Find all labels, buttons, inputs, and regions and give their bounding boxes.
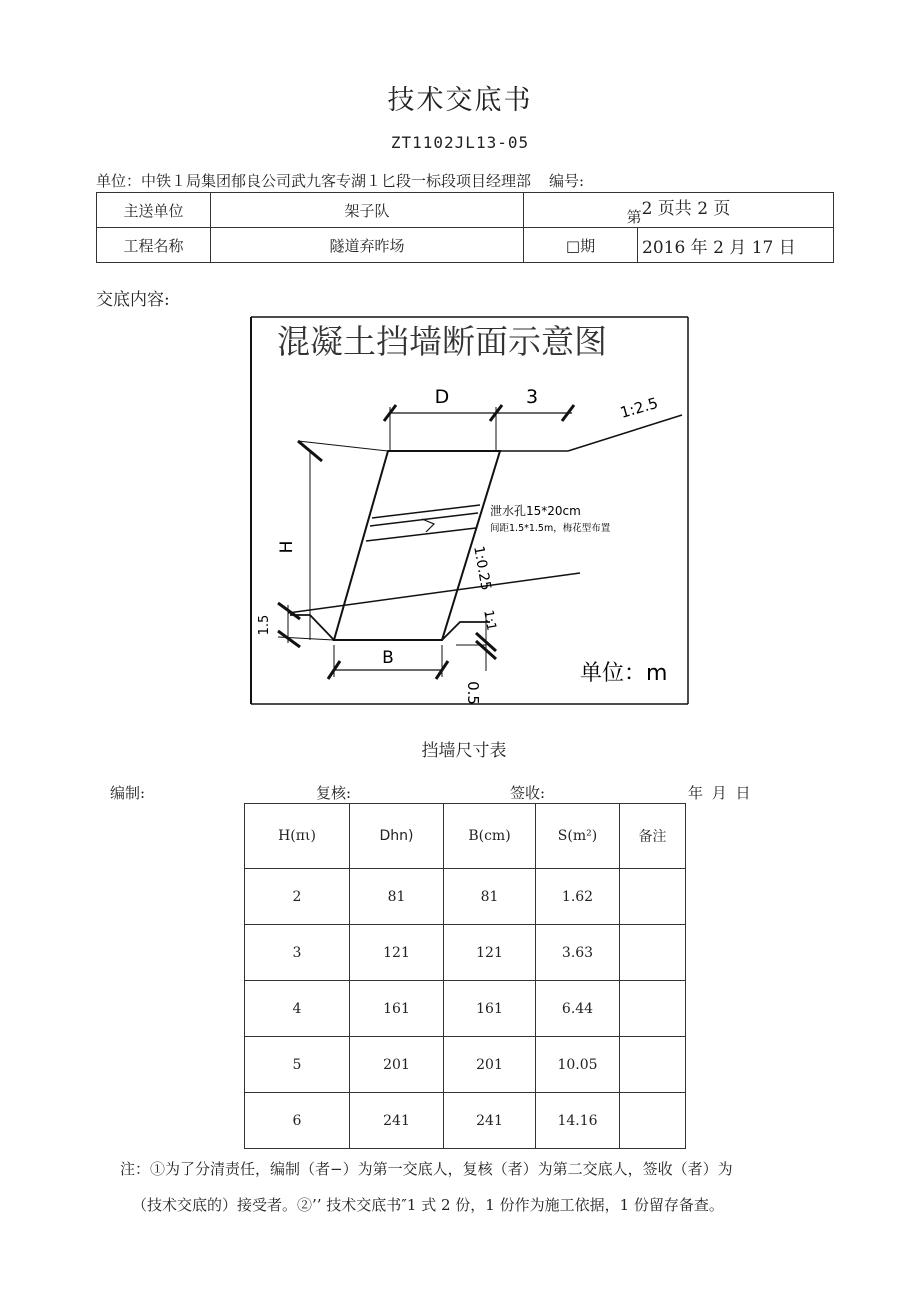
- sign-compile: 编制:: [110, 784, 146, 802]
- label-D: D: [434, 386, 450, 408]
- date-label: □期: [524, 228, 638, 263]
- cell-B: 121: [444, 925, 536, 981]
- cell-D: 201: [350, 1037, 444, 1093]
- cell-S: 6.44: [536, 981, 620, 1037]
- footing-left: [290, 615, 334, 640]
- dimensions-table: [244, 803, 686, 1149]
- cell-D: 121: [350, 925, 444, 981]
- cell-B: 241: [444, 1093, 536, 1149]
- cell-remark: [620, 925, 686, 981]
- label-slope-top: 1:2.5: [618, 393, 661, 422]
- page-text: 2 页共 2 页: [641, 198, 731, 219]
- date-value: 2016 年 2 月 17 日: [638, 228, 834, 263]
- label-0-5: 0.5: [464, 681, 482, 705]
- content-label: 交底内容:: [96, 290, 170, 310]
- drawing-title: 混凝土挡墙断面示意图: [277, 322, 607, 361]
- cell-remark: [620, 869, 686, 925]
- table-row: [245, 1037, 686, 1093]
- page-info: [524, 193, 834, 228]
- sign-review: 复核:: [316, 784, 352, 802]
- header-row-project: [97, 228, 834, 263]
- cell-S: 14.16: [536, 1093, 620, 1149]
- cell-B: 81: [444, 869, 536, 925]
- col-header-B: B(cm): [444, 804, 536, 869]
- recipient-label: 主送单位: [97, 193, 211, 228]
- table-row: [245, 925, 686, 981]
- unit-text: 单位：中铁１局集团郁良公司武九客专湖１匕段一标段项目经理部: [96, 172, 532, 190]
- label-slope-back: 1:0.25: [470, 544, 494, 592]
- header-row-recipient: [97, 193, 834, 228]
- cell-B: 161: [444, 981, 536, 1037]
- cell-remark: [620, 1037, 686, 1093]
- col-header-remark: 备注: [620, 804, 686, 869]
- table-title: 挡墙尺寸表: [421, 741, 507, 761]
- wall-section: [334, 451, 500, 640]
- label-H: H: [277, 540, 297, 554]
- label-B: B: [382, 648, 394, 668]
- label-unit: 单位：m: [580, 661, 668, 686]
- label-3: 3: [525, 386, 539, 408]
- table-header-row: [245, 804, 686, 869]
- cell-D: 81: [350, 869, 444, 925]
- cell-H: 5: [245, 1037, 350, 1093]
- label-drain-line1: 泄水孔15*20cm: [490, 504, 581, 518]
- sign-date: 年 月 日: [688, 784, 751, 802]
- ground-line: [288, 573, 580, 613]
- note-line-1: 注：①为了分清责任，编制（者−）为第一交底人，复核（者）为第二交底人，签收（者）为: [120, 1160, 733, 1178]
- dim-tick-1-5-top: [278, 603, 300, 619]
- cell-S: 1.62: [536, 869, 620, 925]
- cell-H: 3: [245, 925, 350, 981]
- cell-H: 6: [245, 1093, 350, 1149]
- table-row: [245, 1093, 686, 1149]
- sign-receive: 签收:: [510, 784, 546, 802]
- unit-line: [96, 170, 584, 191]
- drain-arrow: [422, 519, 434, 532]
- project-value: 隧道弃昨场: [211, 228, 524, 263]
- label-drain-line2: 间距1.5*1.5m，梅花型布置: [490, 523, 611, 534]
- cell-H: 2: [245, 869, 350, 925]
- label-slope-toe: 1:1: [480, 608, 499, 632]
- number-label: 编号:: [549, 172, 585, 190]
- col-header-D: Dhn): [350, 804, 444, 869]
- note-line-2: （技术交底的）接受者。②’’ 技术交底书″1 式 2 份，1 份作为施工依据，1 份留存备查。: [132, 1196, 724, 1214]
- cell-D: 161: [350, 981, 444, 1037]
- cell-remark: [620, 1093, 686, 1149]
- col-header-H: H(πι): [245, 804, 350, 869]
- document-number: ZT1102JL13-05: [390, 133, 530, 152]
- drain-pipe-bottom: [366, 528, 476, 541]
- project-label: 工程名称: [97, 228, 211, 263]
- table-row: [245, 869, 686, 925]
- dim-ext-H-top: [298, 441, 388, 451]
- recipient-value: 架子队: [211, 193, 524, 228]
- label-1-5: 1.5: [257, 614, 272, 636]
- cell-B: 201: [444, 1037, 536, 1093]
- cell-S: 10.05: [536, 1037, 620, 1093]
- page-prefix: 第: [626, 207, 642, 226]
- drain-pipe-top: [372, 505, 480, 518]
- table-row: [245, 981, 686, 1037]
- col-header-S: S(m²): [536, 804, 620, 869]
- cell-D: 241: [350, 1093, 444, 1149]
- retaining-wall-drawing: [250, 315, 690, 706]
- header-table: [96, 192, 834, 263]
- dim-tick-1-5-bottom: [278, 631, 300, 647]
- document-title: 技术交底书: [387, 85, 533, 116]
- cell-H: 4: [245, 981, 350, 1037]
- cell-S: 3.63: [536, 925, 620, 981]
- cell-remark: [620, 981, 686, 1037]
